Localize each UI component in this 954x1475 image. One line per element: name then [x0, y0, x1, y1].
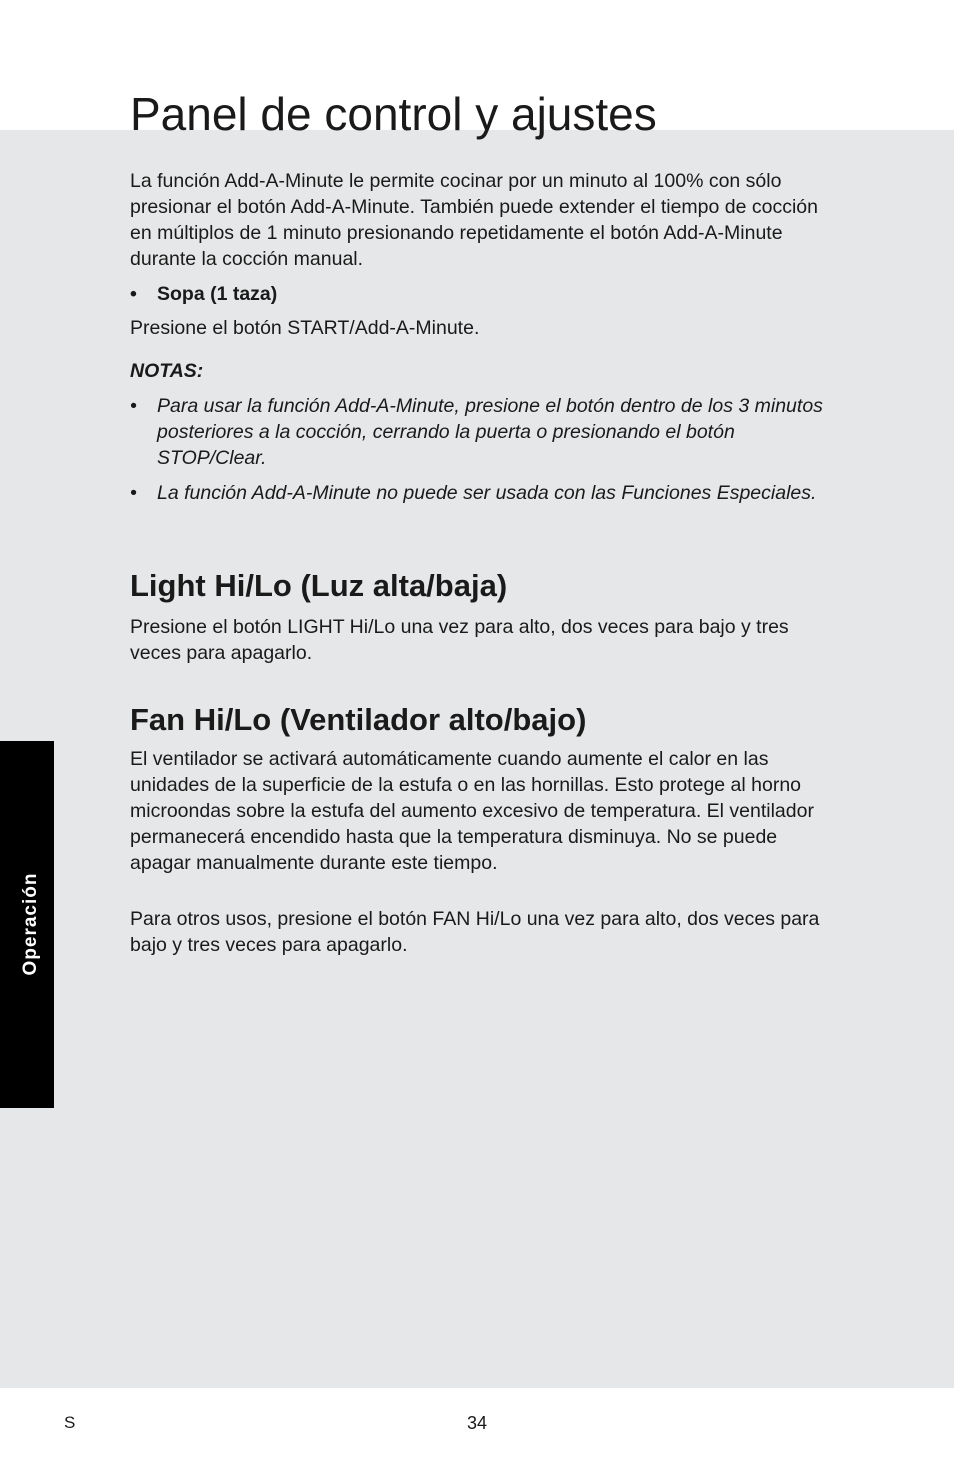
example-bullet [130, 281, 830, 307]
light-section-heading: Light Hi/Lo (Luz alta/baja) [130, 568, 508, 603]
example-instruction: Presione el botón START/Add-A-Minute. [130, 317, 480, 339]
note-item [130, 480, 830, 506]
bullet-marker: • [130, 395, 137, 417]
fan-section-text-other-uses: Para otros usos, presione el botón FAN Hi/Lo una vez para alto, dos veces para bajo y tres veces para apagarlo. [130, 908, 820, 956]
add-a-minute-intro: La función Add-A-Minute le permite cocinar por un minuto al 100% con sólo presionar el botón Add-A-Minute. También puede extender el tiempo de cocción en múltiplos de 1 minuto presionando repetidamente el botón Add-A-Minute durante la cocción manual. [130, 170, 818, 270]
note-text: La función Add-A-Minute no puede ser usada con las Funciones Especiales. [157, 482, 817, 504]
fan-section-text: El ventilador se activará automáticamente cuando aumente el calor en las unidades de la superficie de la estufa o en las hornillas. Esto protege al horno microondas sobre la estufa del aumento excesivo de temperatura. El ventilador permanecerá encendido hasta que la temperatura disminuya. No se puede apagar manualmente durante este tiempo. [130, 748, 814, 874]
footer-language-code: S [64, 1413, 76, 1432]
page-number: 34 [466, 1413, 488, 1433]
page-title: Panel de control y ajustes [130, 88, 657, 140]
note-item [130, 393, 830, 471]
example-item-label: Sopa (1 taza) [157, 283, 278, 305]
bullet-marker: • [130, 482, 137, 504]
note-text: Para usar la función Add-A-Minute, presione el botón dentro de los 3 minutos posteriores a la cocción, cerrando la puerta o presionando el botón STOP/Clear. [157, 395, 823, 469]
side-tab-label: Operación [20, 872, 41, 976]
notes-label: NOTAS: [130, 360, 204, 382]
light-section-text: Presione el botón LIGHT Hi/Lo una vez para alto, dos veces para bajo y tres veces para apagarlo. [130, 616, 789, 664]
bullet-marker: • [130, 283, 137, 305]
fan-section-heading: Fan Hi/Lo (Ventilador alto/bajo) [130, 702, 587, 737]
